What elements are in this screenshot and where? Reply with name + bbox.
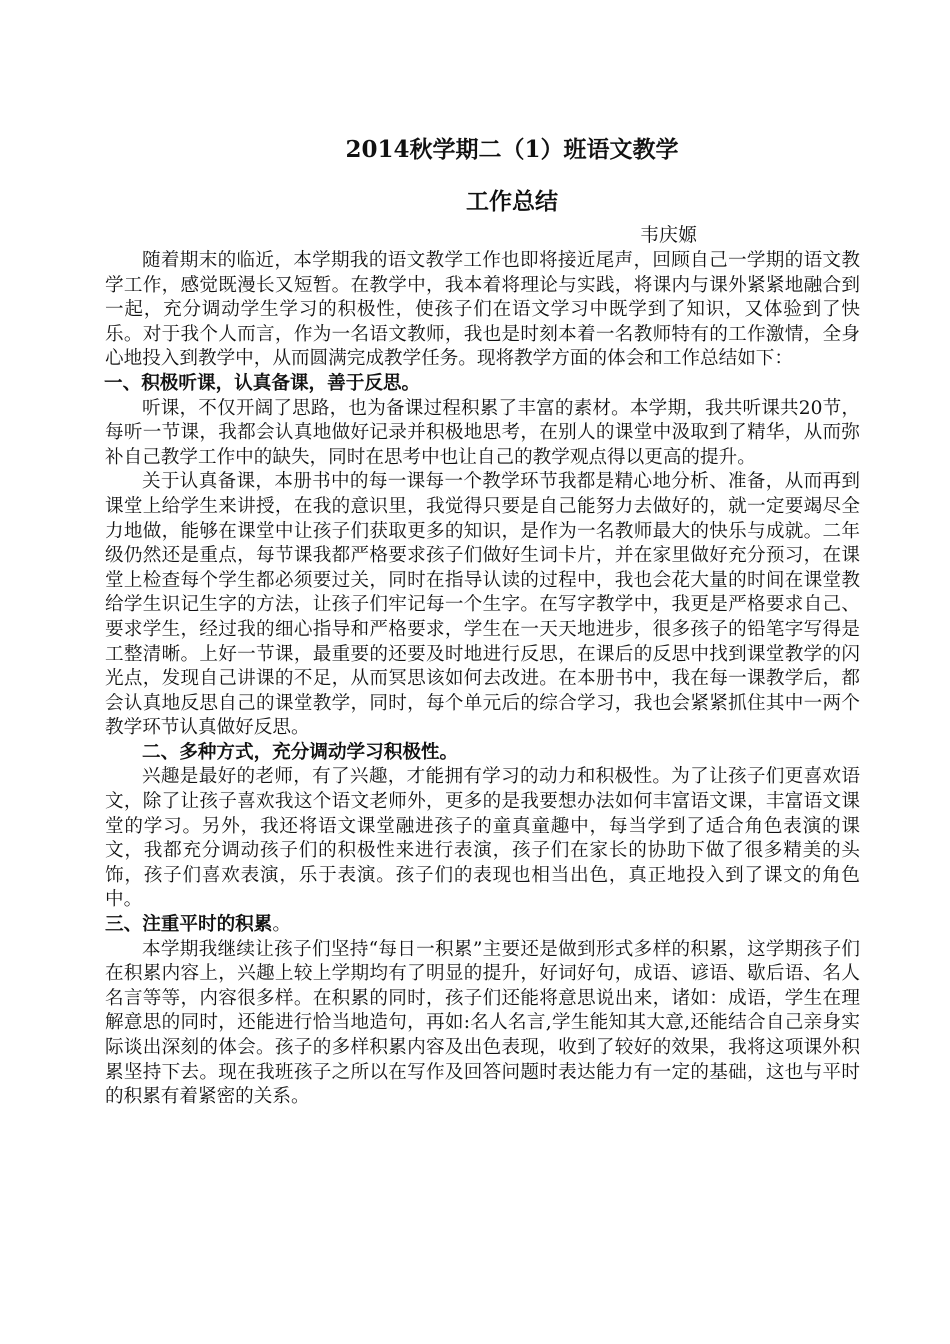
section3-heading: 三、注重平时的积累 [105, 914, 273, 936]
section2-heading: 二、多种方式，充分调动学习积极性。 [142, 741, 459, 763]
document-title-line1: 2014秋学期二（1）班语文教学 [345, 136, 679, 163]
section2-paragraph1: 兴趣是最好的老师，有了兴趣，才能拥有学习的动力和积极性。为了让孩子们更喜欢语文，除了让孩子喜欢我这个语文老师外，更多的是我要想办法如何丰富语文课，丰富语文课堂的学习。另外，我还将语文课堂融进孩子的童真童趣中，每当学到了适合角色表演的课文，我都充分调动孩子们的积极性来进行表演，孩子们在家长的协助下做了很多精美的头饰，孩子们喜欢表演，乐于表演。孩子们的表现也相当出色，真正地投入到了课文的角色中。 [105, 766, 860, 911]
section1-paragraph2: 关于认真备课，本册书中的每一课每一个教学环节我都是精心地分析、准备，从而再到课堂上给学生来讲授，在我的意识里，我觉得只要是自己能努力去做好的，就一定要竭尽全力地做，能够在课堂中让孩子们获取更多的知识，是作为一名教师最大的快乐与成就。二年级仍然还是重点，每节课我都严格要求孩子们做好生词卡片，并在家里做好充分预习，在课堂上检查每个学生都必须要过关，同时在指导认读的过程中，我也会花大量的时间在课堂教给学生识记生字的方法，让孩子们牢记每一个生字。在写字教学中，我更是严格要求自己、要求学生，经过我的细心指导和严格要求，学生在一天天地进步，很多孩子的铅笔字写得是工整清晰。上好一节课，最重要的还要及时地进行反思，在课后的反思中找到课堂教学的闪光点，发现自己讲课的不足，从而冥思该如何去改进。在本册书中，我在每一课教学后，都会认真地反思自己的课堂教学，同时，每个单元后的综合学习，我也会紧紧抓住其中一两个教学环节认真做好反思。 [105, 471, 860, 739]
section1-paragraph1: 听课，不仅开阔了思路，也为备课过程积累了丰富的素材。本学期，我共听课共20节，每听一节课，我都会认真地做好记录并积极地思考，在别人的课堂中汲取到了精华，从而弥补自己教学工作中的缺失，同时在思考中也让自己的教学观点得以更高的提升。 [105, 397, 860, 468]
section3-heading-tail: 。 [272, 914, 291, 936]
document-body [105, 249, 860, 1110]
section3-heading-line [105, 913, 860, 938]
author-name: 韦庆嫄 [640, 224, 698, 246]
intro-paragraph: 随着期末的临近，本学期我的语文教学工作也即将接近尾声，回顾自己一学期的语文教学工作，感觉既漫长又短暂。在教学中，我本着将理论与实践，将课内与课外紧紧地融合到一起，充分调动学生学习的积极性，使孩子们在语文学习中既学到了知识，又体验到了快乐。对于我个人而言，作为一名语文教师，我也是时刻本着一名教师特有的工作激情，全身心地投入到教学中，从而圆满完成教学任务。现将教学方面的体会和工作总结如下： [105, 250, 860, 370]
document-title-line2: 工作总结 [466, 188, 558, 215]
section1-heading: 一、积极听课，认真备课，善于反思。 [104, 372, 421, 394]
section3-paragraph1: 本学期我继续让孩子们坚持“每日一积累”主要还是做到形式多样的积累，这学期孩子们在积累内容上，兴趣上较上学期均有了明显的提升，好词好句，成语、谚语、歇后语、名人名言等等，内容很多样。在积累的同时，孩子们还能将意思说出来，诸如：成语，学生在理解意思的同时，还能进行恰当地造句，再如:名人名言,学生能知其大意,还能结合自己亲身实际谈出深刻的体会。孩子的多样积累内容及出色表现，收到了较好的效果，我将这项课外积累坚持下去。现在我班孩子之所以在写作及回答问题时表达能力有一定的基础，这也与平时的积累有着紧密的关系。 [105, 938, 860, 1108]
